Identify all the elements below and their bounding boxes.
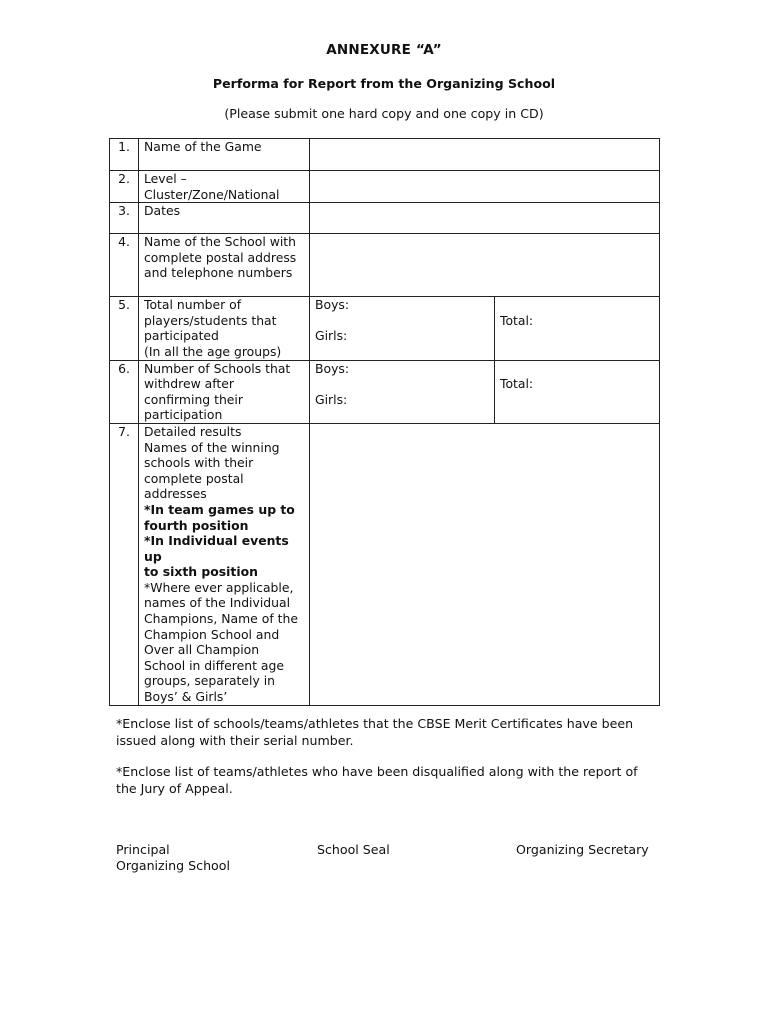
answer-field[interactable]: [310, 234, 660, 297]
row-label-line: Name of the School with: [144, 234, 297, 250]
answer-field[interactable]: [310, 171, 660, 203]
row-label-line: and telephone numbers: [144, 265, 293, 281]
boys-label: Boys:: [315, 297, 350, 313]
row-label-line: Level –: [144, 171, 187, 186]
row-label-line-bold: to sixth position: [144, 564, 258, 580]
row-label: Name of the Game: [139, 139, 310, 171]
row-number: 4.: [110, 234, 139, 297]
row-label-line-bold: fourth position: [144, 517, 249, 533]
row-label-line: Total number of: [144, 297, 242, 313]
page-title: Performa for Report from the Organizing School: [212, 76, 556, 91]
boys-girls-field[interactable]: [310, 297, 495, 360]
row-label-line: Detailed results: [144, 423, 242, 439]
row-number: 7.: [110, 423, 139, 705]
row-number: 2.: [110, 171, 139, 203]
row-label: [139, 171, 310, 203]
annexure-heading: ANNEXURE “A”: [326, 42, 442, 58]
row-label-line: Cluster/Zone/National: [144, 186, 280, 202]
row-label-line: Champions, Name of the: [144, 611, 298, 627]
note-line: *Enclose list of teams/athletes who have been disqualified along with the report of: [116, 764, 638, 779]
row-label-line: complete postal address: [144, 249, 297, 265]
row-label: [139, 234, 310, 297]
row-label: [139, 297, 310, 360]
row-label-line: groups, separately in: [144, 673, 276, 689]
note-line: issued along with their serial number.: [116, 733, 354, 748]
row-label-line: Boys’ & Girls’: [144, 689, 228, 705]
report-form-table: [109, 138, 660, 706]
row-label-line-bold: *In Individual events up: [144, 533, 289, 564]
row-number: 3.: [110, 203, 139, 234]
note-line: *Enclose list of schools/teams/athletes that the CBSE Merit Certificates have been: [116, 716, 634, 731]
answer-field[interactable]: [310, 423, 660, 705]
row-number: 5.: [110, 297, 139, 360]
row-label-line: Over all Champion: [144, 642, 260, 658]
row-label-line: (In all the age groups): [144, 343, 282, 359]
school-seal-label: School Seal: [317, 842, 390, 857]
row-label-line: addresses: [144, 486, 207, 502]
organizing-school-label: Organizing School: [116, 857, 230, 873]
row-label-line: participation: [144, 407, 223, 423]
answer-field[interactable]: [310, 139, 660, 171]
row-number: 1.: [110, 139, 139, 171]
table-row: [110, 203, 660, 234]
table-row: [110, 171, 660, 203]
row-label-line: players/students that: [144, 312, 277, 328]
row-label-line: Number of Schools that: [144, 360, 291, 376]
table-row: [110, 423, 660, 705]
total-field[interactable]: [495, 297, 660, 360]
note-line: the Jury of Appeal.: [116, 781, 233, 796]
enclosure-note-merit: [116, 715, 656, 749]
row-label-line: *Where ever applicable,: [144, 579, 294, 595]
row-number: 6.: [110, 360, 139, 423]
row-label-line: Names of the winning: [144, 439, 280, 455]
submission-note: (Please submit one hard copy and one copy in CD): [224, 106, 544, 121]
principal-label: Principal: [116, 842, 170, 857]
row-label: [139, 423, 310, 705]
table-row: [110, 360, 660, 423]
table-row: [110, 139, 660, 171]
answer-field[interactable]: [310, 203, 660, 234]
row-label-line: Champion School and: [144, 626, 280, 642]
boys-label: Boys:: [315, 360, 350, 376]
total-label: Total:: [500, 312, 534, 328]
total-label: Total:: [500, 376, 534, 392]
row-label-line: participated: [144, 328, 219, 344]
table-row: [110, 297, 660, 360]
girls-label: Girls:: [315, 391, 348, 407]
row-label-line: names of the Individual: [144, 595, 291, 611]
row-label-line: schools with their: [144, 455, 254, 471]
row-label-line: withdrew after: [144, 376, 234, 392]
row-label: [139, 360, 310, 423]
organizing-secretary-label: Organizing Secretary: [516, 842, 649, 857]
row-label-line-bold: *In team games up to: [144, 501, 295, 517]
boys-girls-field[interactable]: [310, 360, 495, 423]
row-label-line: complete postal: [144, 470, 244, 486]
table-row: [110, 234, 660, 297]
principal-signature-block: [116, 842, 230, 873]
enclosure-note-disqualified: [116, 763, 656, 797]
row-label-line: School in different age: [144, 657, 284, 673]
girls-label: Girls:: [315, 328, 348, 344]
total-field[interactable]: [495, 360, 660, 423]
row-label: Dates: [139, 203, 310, 234]
row-label-line: confirming their: [144, 391, 243, 407]
